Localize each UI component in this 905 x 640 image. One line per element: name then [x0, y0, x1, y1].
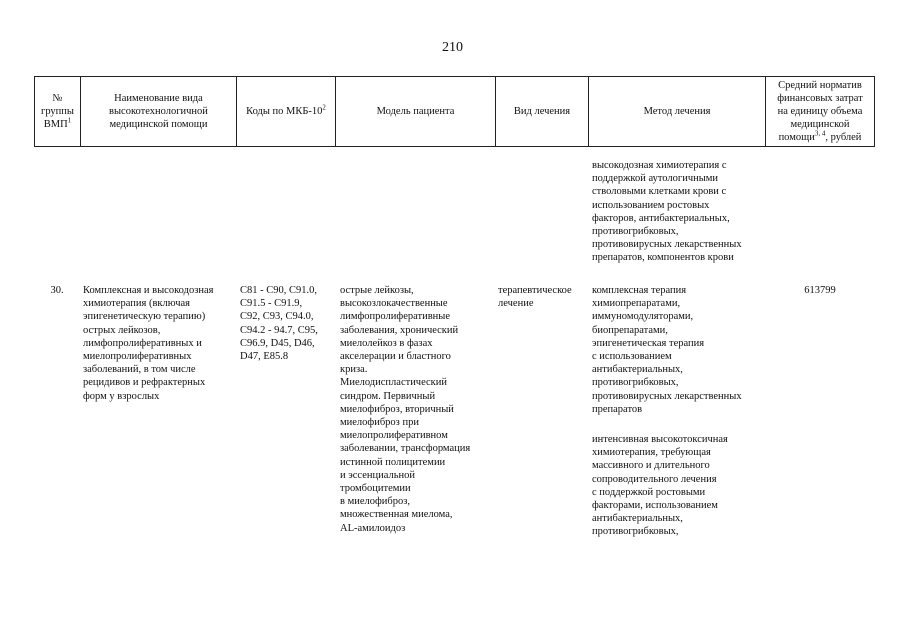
header-patient-model: Модель пациента [335, 77, 495, 146]
treatment-method-cell: комплексная терапия химиопрепаратами, иммуномодуляторами, биопрепаратами, эпигенетическая терапия с использованием антибактериальных, противогрибковых, противовирусных лекарственных препаратов [592, 285, 742, 415]
method-cell: высокодозная химиотерапия с поддержкой аутологичными стволовыми клетками крови с использованием ростовых факторов, антибактериальных, противогрибковых, противовирусных лекарственных препаратов, компонентов крови [592, 160, 742, 264]
header-treatment-method: Метод лечения [588, 77, 765, 146]
header-group-number: № группы ВМП$^1$ [34, 77, 80, 146]
care-type-cell: Комплексная и высокодозная химиотерапия (включая эпигенетическую терапию) острых лейкозов, лимфопролиферативных и миелопролиферативных заболеваний, в том числе рецидивов и рефрактерных форм у взрослых [83, 285, 214, 402]
header-treatment-type: Вид лечения [495, 77, 588, 146]
average-cost-cell: 613799 [804, 285, 836, 296]
group-number-cell: 30. [50, 285, 64, 296]
treatment-type-cell: терапевтическое лечение [498, 285, 572, 310]
page-number: 210 [442, 40, 463, 55]
icd-codes-cell: C81 - C90, C91.0, C91.5 - C91.9, C92, C93, C94.0, C94.2 - 94.7, C95, C96.9, D45, D46, D47, E85.8 [240, 285, 318, 363]
treatment-method-cell: интенсивная высокотоксичная химиотерапия, требующая массивного и длительного сопроводительного лечения с поддержкой ростовыми факторами, использованием антибактериальных, противогрибковых, [592, 434, 728, 538]
header-icd-codes: Коды по МКБ-$10^2$ [236, 77, 335, 146]
header-bottom-rule [34, 146, 875, 147]
patient-model-cell: острые лейкозы, высокозлокачественные лимфопролиферативные заболевания, хронический миелолейкоз в фазах акселерации и бластного криза. Миелодиспластический синдром. Первичный миелофиброз, вторичный миелофиброз при миелопролиферативном заболевании, трансформация истинной полицитемии и эссенциальной тромбоцитемии в миелофиброз, множественная миелома, AL-амилоидоз [340, 285, 471, 534]
header-care-type: Наименование вида высокотехнологичной медицинской помощи [80, 77, 236, 146]
header-average-cost: Средний норматив финансовых затрат на единицу объема медицинской помощи$^{3, 4}$, рублей [765, 77, 875, 146]
